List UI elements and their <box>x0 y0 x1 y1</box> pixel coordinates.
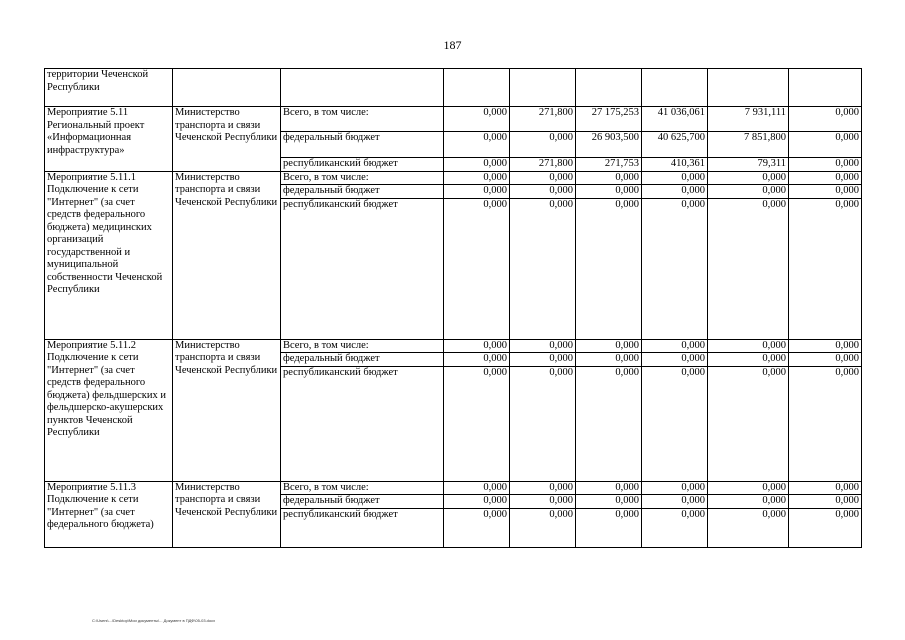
amount-cell: 27 175,253 <box>576 107 642 132</box>
amount-cell: 0,000 <box>708 198 789 339</box>
amount-cell: 0,000 <box>576 171 642 185</box>
amount-cell: 0,000 <box>576 185 642 199</box>
amount-cell: 0,000 <box>708 353 789 367</box>
empty-cell <box>642 69 708 107</box>
empty-cell <box>576 69 642 107</box>
table-row <box>45 339 862 353</box>
amount-cell: 0,000 <box>444 481 510 495</box>
activity-name: Мероприятие 5.11.3 Подключение к сети "Интернет" (за счет федерального бюджета) <box>45 481 173 547</box>
empty-cell <box>444 69 510 107</box>
amount-cell: 0,000 <box>708 366 789 481</box>
continuation-row <box>45 69 862 107</box>
activity-name: Мероприятие 5.11.2 Подключение к сети "Интернет" (за счет средств федерального бюджета) фельдшерских и фельдшерско-акушерских пунктов Чеченской Республики <box>45 339 173 481</box>
amount-cell: 0,000 <box>789 366 862 481</box>
amount-cell: 0,000 <box>444 107 510 132</box>
table-row <box>45 107 862 132</box>
amount-cell: 0,000 <box>789 198 862 339</box>
amount-cell: 0,000 <box>708 508 789 547</box>
amount-cell: 0,000 <box>444 158 510 172</box>
amount-cell: 0,000 <box>510 198 576 339</box>
amount-cell: 0,000 <box>789 132 862 158</box>
amount-cell: 0,000 <box>708 495 789 509</box>
amount-cell: 0,000 <box>510 508 576 547</box>
amount-cell: 0,000 <box>642 508 708 547</box>
funding-source: Всего, в том числе: <box>281 107 444 132</box>
amount-cell: 0,000 <box>708 171 789 185</box>
executor: Министерство транспорта и связи Чеченской Республики <box>173 171 281 339</box>
amount-cell: 0,000 <box>576 339 642 353</box>
amount-cell: 0,000 <box>789 339 862 353</box>
amount-cell: 0,000 <box>708 481 789 495</box>
amount-cell: 0,000 <box>708 185 789 199</box>
amount-cell: 0,000 <box>576 481 642 495</box>
amount-cell: 0,000 <box>789 158 862 172</box>
amount-cell: 0,000 <box>642 353 708 367</box>
amount-cell: 0,000 <box>510 481 576 495</box>
amount-cell: 0,000 <box>510 353 576 367</box>
funding-source: Всего, в том числе: <box>281 339 444 353</box>
amount-cell: 79,311 <box>708 158 789 172</box>
table-row <box>45 171 862 185</box>
activity-name: Мероприятие 5.11.1 Подключение к сети "Интернет" (за счет средств федерального бюджета) медицинских организаций государственной и муниципальной собственности Чеченской Республики <box>45 171 173 339</box>
table-row <box>45 481 862 495</box>
funding-source: республиканский бюджет <box>281 508 444 547</box>
empty-cell <box>510 69 576 107</box>
amount-cell: 0,000 <box>510 366 576 481</box>
amount-cell: 0,000 <box>642 339 708 353</box>
activity-name: территории Чеченской Республики <box>45 69 173 107</box>
footer-path: C:\Users\...\Desktop\Мои документы\... Документ в ПДФ\05-03.docx <box>92 618 216 623</box>
amount-cell: 0,000 <box>444 353 510 367</box>
amount-cell: 0,000 <box>642 171 708 185</box>
funding-source: федеральный бюджет <box>281 495 444 509</box>
amount-cell: 0,000 <box>576 198 642 339</box>
amount-cell: 0,000 <box>576 353 642 367</box>
empty-cell <box>173 69 281 107</box>
amount-cell: 0,000 <box>789 171 862 185</box>
amount-cell: 0,000 <box>510 339 576 353</box>
amount-cell: 0,000 <box>444 508 510 547</box>
amount-cell: 0,000 <box>789 107 862 132</box>
funding-source: республиканский бюджет <box>281 198 444 339</box>
executor: Министерство транспорта и связи Чеченской Республики <box>173 107 281 172</box>
amount-cell: 0,000 <box>789 353 862 367</box>
amount-cell: 26 903,500 <box>576 132 642 158</box>
amount-cell: 0,000 <box>510 185 576 199</box>
amount-cell: 0,000 <box>642 495 708 509</box>
amount-cell: 0,000 <box>444 132 510 158</box>
amount-cell: 0,000 <box>642 481 708 495</box>
amount-cell: 0,000 <box>510 132 576 158</box>
amount-cell: 0,000 <box>444 339 510 353</box>
amount-cell: 0,000 <box>576 495 642 509</box>
funding-source: федеральный бюджет <box>281 132 444 158</box>
amount-cell: 7 851,800 <box>708 132 789 158</box>
funding-source: республиканский бюджет <box>281 158 444 172</box>
amount-cell: 0,000 <box>444 185 510 199</box>
amount-cell: 0,000 <box>444 495 510 509</box>
amount-cell: 0,000 <box>576 508 642 547</box>
empty-cell <box>708 69 789 107</box>
page-number: 187 <box>443 38 462 52</box>
amount-cell: 40 625,700 <box>642 132 708 158</box>
amount-cell: 0,000 <box>789 185 862 199</box>
amount-cell: 0,000 <box>510 171 576 185</box>
funding-source: федеральный бюджет <box>281 185 444 199</box>
amount-cell: 0,000 <box>789 495 862 509</box>
amount-cell: 0,000 <box>642 198 708 339</box>
amount-cell: 7 931,111 <box>708 107 789 132</box>
amount-cell: 0,000 <box>708 339 789 353</box>
amount-cell: 0,000 <box>789 508 862 547</box>
budget-table <box>44 68 862 548</box>
amount-cell: 0,000 <box>444 366 510 481</box>
amount-cell: 271,753 <box>576 158 642 172</box>
empty-cell <box>281 69 444 107</box>
funding-source: Всего, в том числе: <box>281 171 444 185</box>
executor: Министерство транспорта и связи Чеченской Республики <box>173 481 281 547</box>
funding-source: Всего, в том числе: <box>281 481 444 495</box>
amount-cell: 0,000 <box>642 366 708 481</box>
amount-cell: 0,000 <box>444 198 510 339</box>
amount-cell: 410,361 <box>642 158 708 172</box>
amount-cell: 0,000 <box>642 185 708 199</box>
amount-cell: 0,000 <box>789 481 862 495</box>
amount-cell: 0,000 <box>444 171 510 185</box>
amount-cell: 271,800 <box>510 107 576 132</box>
empty-cell <box>789 69 862 107</box>
amount-cell: 0,000 <box>510 495 576 509</box>
amount-cell: 271,800 <box>510 158 576 172</box>
amount-cell: 41 036,061 <box>642 107 708 132</box>
executor: Министерство транспорта и связи Чеченской Республики <box>173 339 281 481</box>
amount-cell: 0,000 <box>576 366 642 481</box>
funding-source: республиканский бюджет <box>281 366 444 481</box>
activity-name: Мероприятие 5.11 Региональный проект «Информационная инфраструктура» <box>45 107 173 172</box>
funding-source: федеральный бюджет <box>281 353 444 367</box>
